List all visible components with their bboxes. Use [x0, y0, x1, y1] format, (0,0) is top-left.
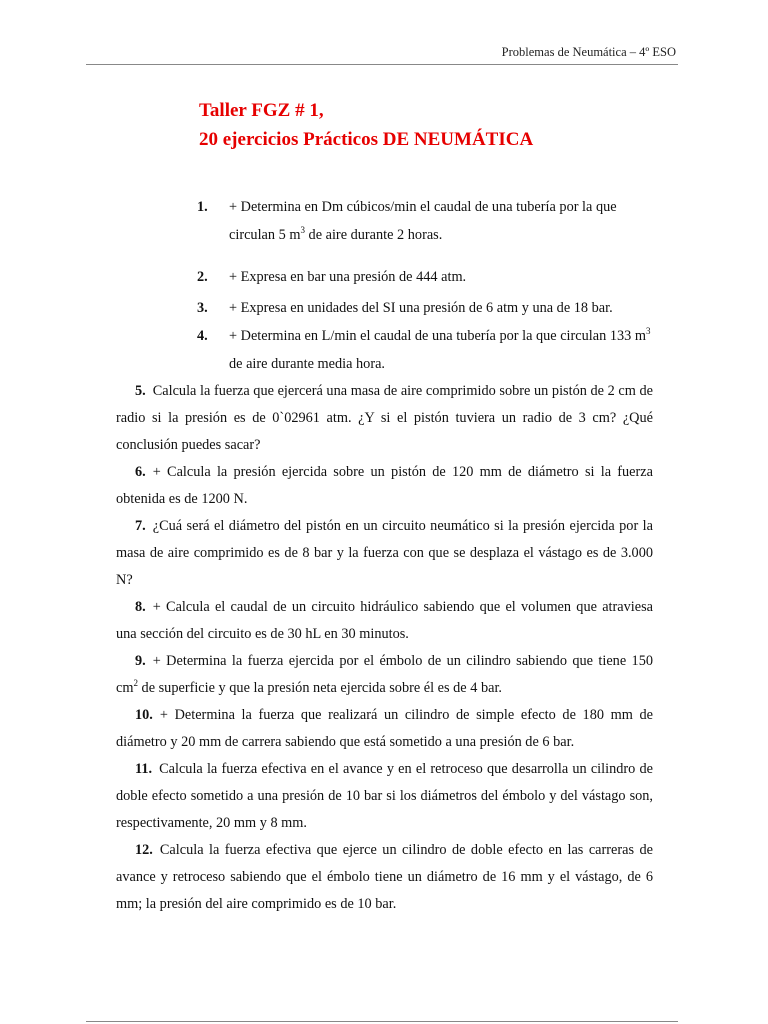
exercise-text: + Calcula el caudal de un circuito hidráulico sabiendo que el volumen que atraviesa una sección del circuito es de 30 hL en 30 minutos. [116, 599, 653, 642]
exercise-number: 7. [135, 518, 146, 534]
exercise-paragraph [116, 378, 653, 459]
numbered-exercise-list [197, 193, 653, 378]
exercise-number: 4. [197, 328, 208, 344]
exercise-item [197, 294, 653, 322]
title-line-1: Taller FGZ # 1, [199, 100, 324, 121]
exercise-paragraph [116, 756, 653, 837]
exercise-number: 12. [135, 842, 153, 858]
superscript: 3 [645, 326, 651, 336]
exercise-text: + Expresa en unidades del SI una presión de 6 atm y una de 18 bar. [229, 300, 613, 316]
exercise-number: 8. [135, 599, 146, 615]
exercise-paragraph [116, 837, 653, 918]
exercise-text: + Determina la fuerza ejercida por el émbolo de un cilindro sabiendo que tiene 150 $cm^2$ de superficie y que la presión neta ejercida sobre él es de 4 bar. [116, 653, 653, 696]
exercise-paragraph [116, 513, 653, 594]
exercise-number: 1. [197, 199, 208, 215]
document-title [199, 96, 533, 154]
exercise-item [197, 263, 653, 291]
exercise-paragraph [116, 702, 653, 756]
exercise-item [197, 193, 653, 249]
exercise-number: 5. [135, 383, 146, 399]
footer-rule [86, 1021, 678, 1022]
exercise-text: Calcula la fuerza efectiva que ejerce un cilindro de doble efecto en las carreras de avance y retroceso sabiendo que el émbolo tiene un diámetro de 16 mm y el vástago, de 6 mm; la presión del aire comprimido es de 10 bar. [116, 842, 653, 912]
header-rule [86, 64, 678, 65]
exercise-content [116, 193, 653, 918]
exercise-text: + Determina en Dm cúbicos/min el caudal de una tubería por la que circulan 5 $m^3$ de aire durante 2 horas. [229, 199, 617, 243]
exercise-number: 9. [135, 653, 146, 669]
exercise-paragraph [116, 594, 653, 648]
exercise-text: + Expresa en bar una presión de 444 atm. [229, 269, 467, 285]
superscript: 2 [133, 678, 138, 688]
exercise-number: 3. [197, 300, 208, 316]
exercise-paragraph [116, 648, 653, 702]
running-header: Problemas de Neumática – 4º ESO [501, 45, 676, 59]
superscript: 3 [300, 225, 305, 235]
exercise-number: 10. [135, 707, 153, 723]
exercise-item [197, 322, 653, 378]
exercise-text: Calcula la fuerza que ejercerá una masa de aire comprimido sobre un pistón de 2 cm de radio si la presión es de 0`02961 atm. ¿Y si el pistón tuviera un radio de 3 cm? ¿Qué conclusión puedes sacar? [116, 383, 653, 453]
exercise-text: + Determina la fuerza que realizará un cilindro de simple efecto de 180 mm de diámetro y 20 mm de carrera sabiendo que está sometido a una presión de 6 bar. [116, 707, 653, 750]
exercise-number: 2. [197, 269, 208, 285]
exercise-text: + Determina en L/min el caudal de una tubería por la que circulan 133 $m^3$ de aire durante media hora. [229, 326, 651, 372]
exercise-number: 6. [135, 464, 146, 480]
exercise-text: + Calcula la presión ejercida sobre un pistón de 120 mm de diámetro si la fuerza obtenida es de 1200 N. [116, 464, 653, 507]
exercise-number: 11. [135, 761, 153, 777]
title-line-2: 20 ejercicios Prácticos DE NEUMÁTICA [199, 129, 534, 150]
exercise-text: Calcula la fuerza efectiva en el avance y en el retroceso que desarrolla un cilindro de doble efecto sometido a una presión de 10 bar si los diámetros del émbolo y del vástago son, respectivamente, 20 mm y 8 mm. [116, 761, 653, 831]
exercise-paragraph [116, 459, 653, 513]
exercise-text: ¿Cuá será el diámetro del pistón en un circuito neumático si la presión ejercida por la masa de aire comprimido es de 8 bar y la fuerza con que se desplaza el vástago es de 3.000 N? [116, 518, 653, 588]
